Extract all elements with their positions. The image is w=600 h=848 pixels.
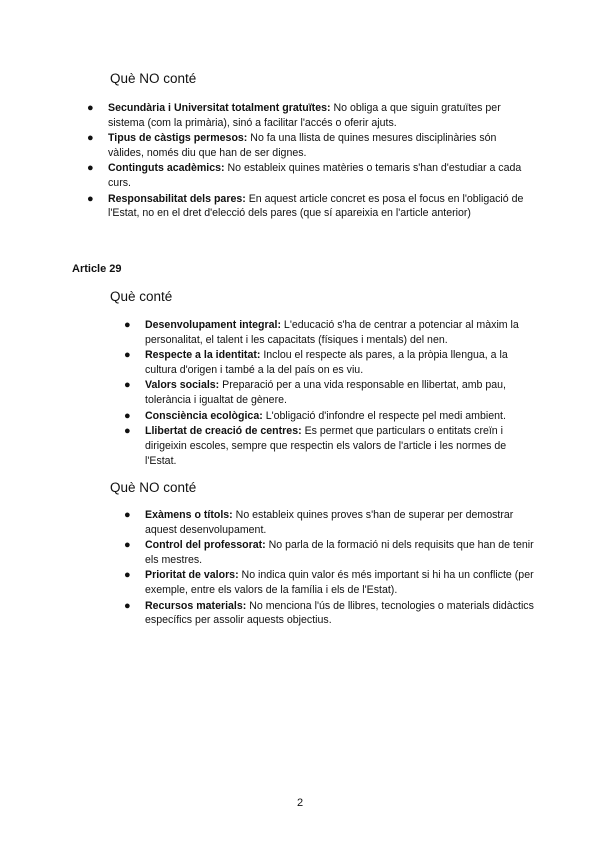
- bullet-icon: ●: [124, 425, 131, 438]
- item-text: No obliga a que siguin gratuïtes per sistema (com la primària), sinó a facilitar l'accés o oferir ajuts.: [108, 102, 501, 129]
- item-text: No parla de la formació ni dels requisits que han de tenir els mestres.: [145, 539, 534, 566]
- bullet-icon: ●: [87, 132, 94, 145]
- list-item: [124, 318, 535, 347]
- bullet-icon: ●: [87, 162, 94, 175]
- item-text: Es permet que particulars o entitats creïn i dirigeixin escoles, sempre que respectin els valors de l'article i les normes de l'Estat.: [145, 425, 507, 467]
- item-text: No menciona l'ús de llibres, tecnologies o materials didàctics específics per assolir aquests objectius.: [145, 599, 534, 627]
- article-title: Article 29: [72, 263, 122, 275]
- bullet-icon: ●: [124, 379, 131, 392]
- bullet-icon: ●: [87, 102, 94, 114]
- bullet-icon: ●: [124, 409, 131, 422]
- list-item: [124, 409, 535, 424]
- bullet-list-not-contains-1: [87, 101, 528, 222]
- item-term: Recursos materials:: [145, 599, 247, 612]
- list-item: [87, 161, 528, 190]
- list-item: [124, 508, 535, 537]
- item-text: L'obligació d'infondre el respecte pel medi ambient.: [262, 409, 506, 422]
- bullet-icon: ●: [124, 539, 131, 552]
- section-heading-not-contains-2: Què NO conté: [110, 480, 197, 495]
- item-term: Llibertat de creació de centres:: [145, 425, 302, 438]
- item-term: Valors socials:: [145, 379, 220, 392]
- item-term: Continguts acadèmics:: [108, 162, 225, 175]
- list-item: [87, 192, 528, 221]
- item-term: Exàmens o títols:: [145, 509, 233, 521]
- list-item: [124, 568, 535, 597]
- list-item: [87, 101, 528, 130]
- item-term: Responsabilitat dels pares:: [108, 192, 246, 205]
- item-text: Preparació per a una vida responsable en llibertat, amb pau, tolerància i igualtat de gènere.: [145, 379, 506, 407]
- section-heading-contains: Què conté: [110, 289, 173, 304]
- bullet-list-not-contains-2: [124, 508, 535, 629]
- section-heading-not-contains-1: Què NO conté: [110, 71, 197, 86]
- item-text: No fa una llista de quines mesures disciplinàries són vàlides, només diu que han de ser dignes.: [108, 132, 497, 159]
- page-number: 2: [296, 797, 304, 809]
- list-item: [87, 131, 528, 160]
- bullet-icon: ●: [124, 569, 131, 582]
- item-term: Desenvolupament integral:: [145, 319, 281, 331]
- item-text: L'educació s'ha de centrar a potenciar al màxim la personalitat, el talent i les capacitats (físiques i mentals) del nen.: [145, 319, 519, 346]
- item-term: Consciència ecològica:: [145, 409, 263, 422]
- item-text: No estableix quines matèries o temaris s'han d'estudiar a cada curs.: [108, 162, 522, 190]
- list-item: [124, 599, 535, 628]
- item-term: Secundària i Universitat totalment gratuïtes:: [108, 102, 331, 114]
- list-item: [124, 348, 535, 377]
- list-item: [124, 378, 535, 407]
- list-item: [124, 538, 535, 567]
- bullet-list-contains: [124, 318, 535, 469]
- bullet-icon: ●: [124, 509, 131, 521]
- list-item: [124, 424, 535, 468]
- bullet-icon: ●: [124, 599, 131, 612]
- item-term: Tipus de càstigs permesos:: [108, 132, 248, 145]
- item-term: Respecte a la identitat:: [145, 349, 261, 362]
- bullet-icon: ●: [124, 349, 131, 362]
- item-text: No estableix quines proves s'han de superar per demostrar aquest desenvolupament.: [145, 509, 514, 536]
- item-text: En aquest article concret es posa el focus en l'obligació de l'Estat, no en el dret d'elecció dels pares (que sí apareixia en l'article anterior): [108, 192, 524, 220]
- item-text: Inclou el respecte als pares, a la pròpia llengua, a la cultura d'origen i també a la del país on es viu.: [145, 349, 508, 376]
- item-term: Control del professorat:: [145, 539, 266, 552]
- bullet-icon: ●: [124, 319, 131, 331]
- item-term: Prioritat de valors:: [145, 569, 239, 582]
- bullet-icon: ●: [87, 192, 94, 205]
- item-text: No indica quin valor és més important si hi ha un conflicte (per exemple, entre els valors de la família i els de l'Estat).: [145, 569, 534, 597]
